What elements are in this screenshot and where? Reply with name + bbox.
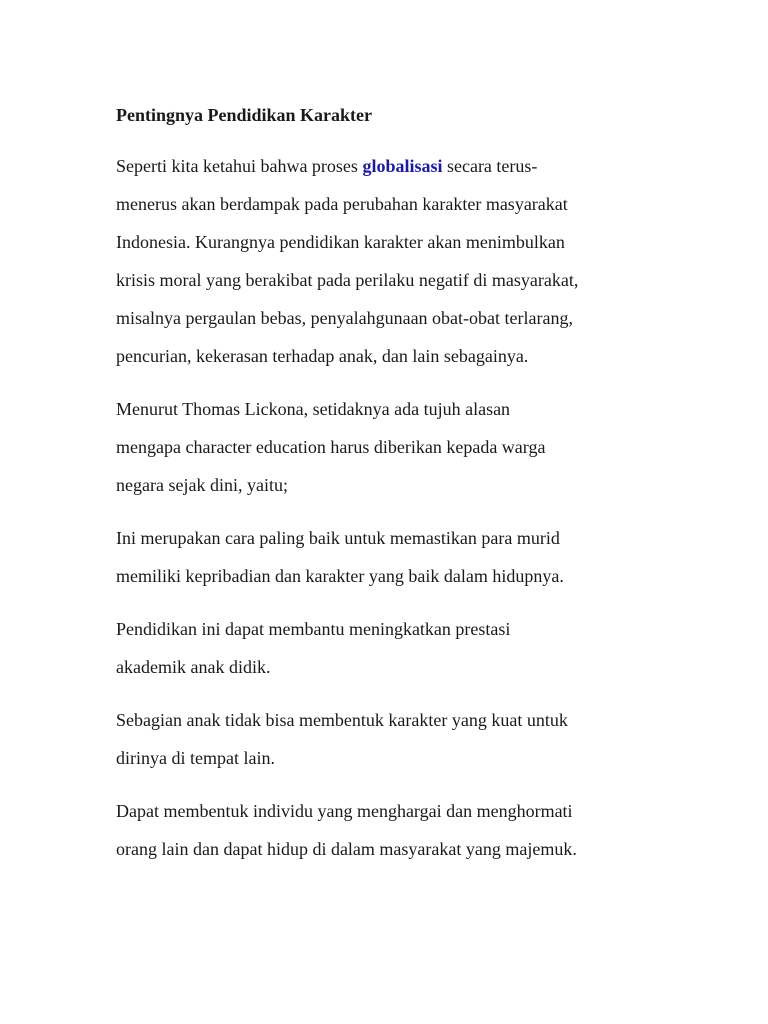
intro-text-before-link: Seperti kita ketahui bahwa proses: [116, 156, 363, 176]
paragraph-line: negara sejak dini, yaitu;: [116, 475, 288, 495]
paragraph-line: [116, 147, 656, 185]
paragraph-line: menerus akan berdampak pada perubahan karakter masyarakat: [116, 194, 568, 214]
paragraph-line: Pendidikan ini dapat membantu meningkatkan prestasi: [116, 619, 511, 639]
paragraph-line: Dapat membentuk individu yang menghargai dan menghormati: [116, 801, 573, 821]
paragraph-line: memiliki kepribadian dan karakter yang baik dalam hidupnya.: [116, 566, 564, 586]
paragraph-line: mengapa character education harus diberikan kepada warga: [116, 437, 546, 457]
lickona-paragraph: [116, 390, 656, 504]
paragraph-line: Ini merupakan cara paling baik untuk memastikan para murid: [116, 528, 560, 548]
paragraph-line: Sebagian anak tidak bisa membentuk karakter yang kuat untuk: [116, 710, 568, 730]
reason-paragraph: [116, 792, 656, 868]
intro-paragraph: [116, 147, 656, 375]
paragraph-line: dirinya di tempat lain.: [116, 748, 275, 768]
paragraph-line: krisis moral yang berakibat pada perilaku negatif di masyarakat,: [116, 270, 579, 290]
paragraph-line: Indonesia. Kurangnya pendidikan karakter akan menimbulkan: [116, 232, 565, 252]
paragraph-line: Menurut Thomas Lickona, setidaknya ada tujuh alasan: [116, 399, 511, 419]
document-body: [116, 96, 656, 883]
globalisasi-link[interactable]: globalisasi: [362, 156, 443, 176]
paragraph-line: akademik anak didik.: [116, 657, 271, 677]
document-title: Pentingnya Pendidikan Karakter: [116, 105, 373, 125]
reason-paragraph: [116, 519, 656, 595]
paragraph-line: misalnya pergaulan bebas, penyalahgunaan obat-obat terlarang,: [116, 308, 573, 328]
reason-paragraph: [116, 610, 656, 686]
paragraph-line: orang lain dan dapat hidup di dalam masyarakat yang majemuk.: [116, 839, 577, 859]
reason-paragraph: [116, 701, 656, 777]
paragraph-line: pencurian, kekerasan terhadap anak, dan lain sebagainya.: [116, 346, 529, 366]
intro-text-after-link: secara terus-: [442, 156, 538, 176]
